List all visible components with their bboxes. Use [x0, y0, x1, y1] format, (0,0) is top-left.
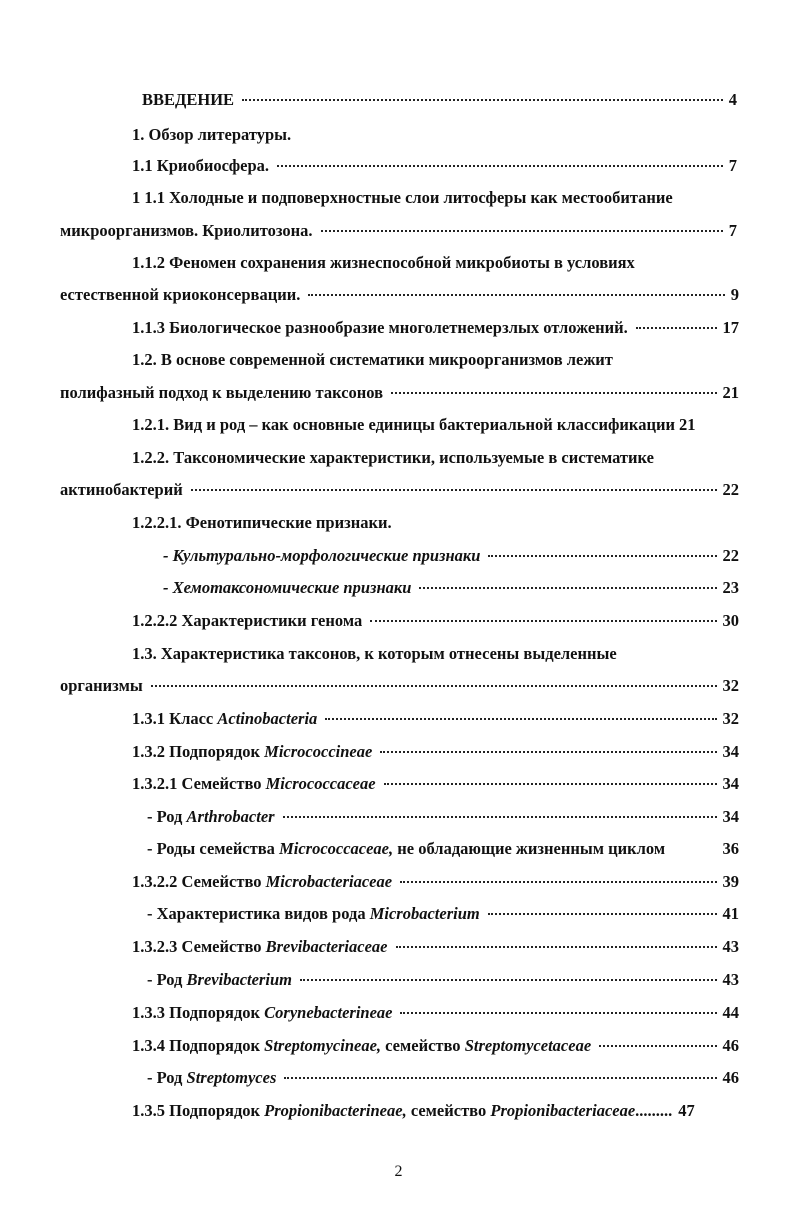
- toc-1-1-2-line2[interactable]: естественной криоконсервации. 9: [60, 285, 739, 304]
- toc-brevibacterium[interactable]: - Род Brevibacterium 43: [147, 970, 739, 989]
- toc-section-1[interactable]: 1. Обзор литературы.: [132, 125, 292, 144]
- toc-microbacterium[interactable]: - Характеристика видов рода Microbacterium 41: [147, 904, 739, 923]
- toc-1-1-1-line1[interactable]: 1 1.1 Холодные и подповерхностные слои литосферы как местообитание: [132, 188, 673, 207]
- toc-1-3-2[interactable]: 1.3.2 Подпорядок Micrococcineae 34: [132, 742, 739, 761]
- toc-arthrobacter[interactable]: - Род Arthrobacter 34: [147, 807, 739, 826]
- toc-intro[interactable]: ВВЕДЕНИЕ 4: [142, 90, 737, 109]
- toc-1-3-1[interactable]: 1.3.1 Класс Actinobacteria 32: [132, 709, 739, 728]
- toc-1-3-4[interactable]: 1.3.4 Подпорядок Streptomycineae, семейство Streptomycetaceae 46: [132, 1036, 739, 1055]
- toc-1-2-line2[interactable]: полифазный подход к выделению таксонов 21: [60, 383, 739, 402]
- toc-1-3-2-1[interactable]: 1.3.2.1 Семейство Micrococcaceae 34: [132, 774, 739, 793]
- toc-1-2-2-line2[interactable]: актинобактерий 22: [60, 480, 739, 499]
- toc-1-1-2-line1[interactable]: 1.1.2 Феномен сохранения жизнеспособной микробиоты в условиях: [132, 253, 635, 272]
- page-number: 2: [394, 1163, 403, 1180]
- toc-1-1-3[interactable]: 1.1.3 Биологическое разнообразие многолетнемерзлых отложений. 17: [132, 318, 739, 337]
- leader-dots: [242, 99, 723, 101]
- toc-1-2-2-1[interactable]: 1.2.2.1. Фенотипические признаки.: [132, 513, 392, 532]
- toc-1-2-1[interactable]: 1.2.1. Вид и род – как основные единицы бактериальной классификации 21: [132, 415, 696, 434]
- toc-1-1[interactable]: 1.1 Криобиосфера. 7: [132, 156, 737, 175]
- toc-1-1-1-line2[interactable]: микроорганизмов. Криолитозона. 7: [60, 221, 737, 240]
- toc-1-2-line1[interactable]: 1.2. В основе современной систематики микроорганизмов лежит: [132, 350, 613, 369]
- toc-1-3-3[interactable]: 1.3.3 Подпорядок Corynebacterineae 44: [132, 1003, 739, 1022]
- toc-streptomyces[interactable]: - Род Streptomyces 46: [147, 1068, 739, 1087]
- toc-1-3-line2[interactable]: организмы 32: [60, 676, 739, 695]
- toc-1-2-2-2[interactable]: 1.2.2.2 Характеристики генома 30: [132, 611, 739, 630]
- toc-cultural[interactable]: - Культурально-морфологические признаки 22: [163, 546, 739, 565]
- toc-1-3-2-2[interactable]: 1.3.2.2 Семейство Microbacteriaceae 39: [132, 872, 739, 891]
- toc-chemotaxonomic[interactable]: - Хемотаксономические признаки 23: [163, 578, 739, 597]
- toc-1-2-2-line1[interactable]: 1.2.2. Таксономические характеристики, используемые в систематике: [132, 448, 654, 467]
- toc-1-3-2-3[interactable]: 1.3.2.3 Семейство Brevibacteriaceae 43: [132, 937, 739, 956]
- toc-rody[interactable]: - Роды семейства Micrococcaceae, не обладающие жизненным циклом 36: [147, 839, 739, 858]
- toc-1-3-line1[interactable]: 1.3. Характеристика таксонов, к которым отнесены выделенные: [132, 644, 617, 663]
- toc-1-3-5[interactable]: 1.3.5 Подпорядок Propionibacterineae, семейство Propionibacteriaceae ......... 47: [132, 1101, 695, 1120]
